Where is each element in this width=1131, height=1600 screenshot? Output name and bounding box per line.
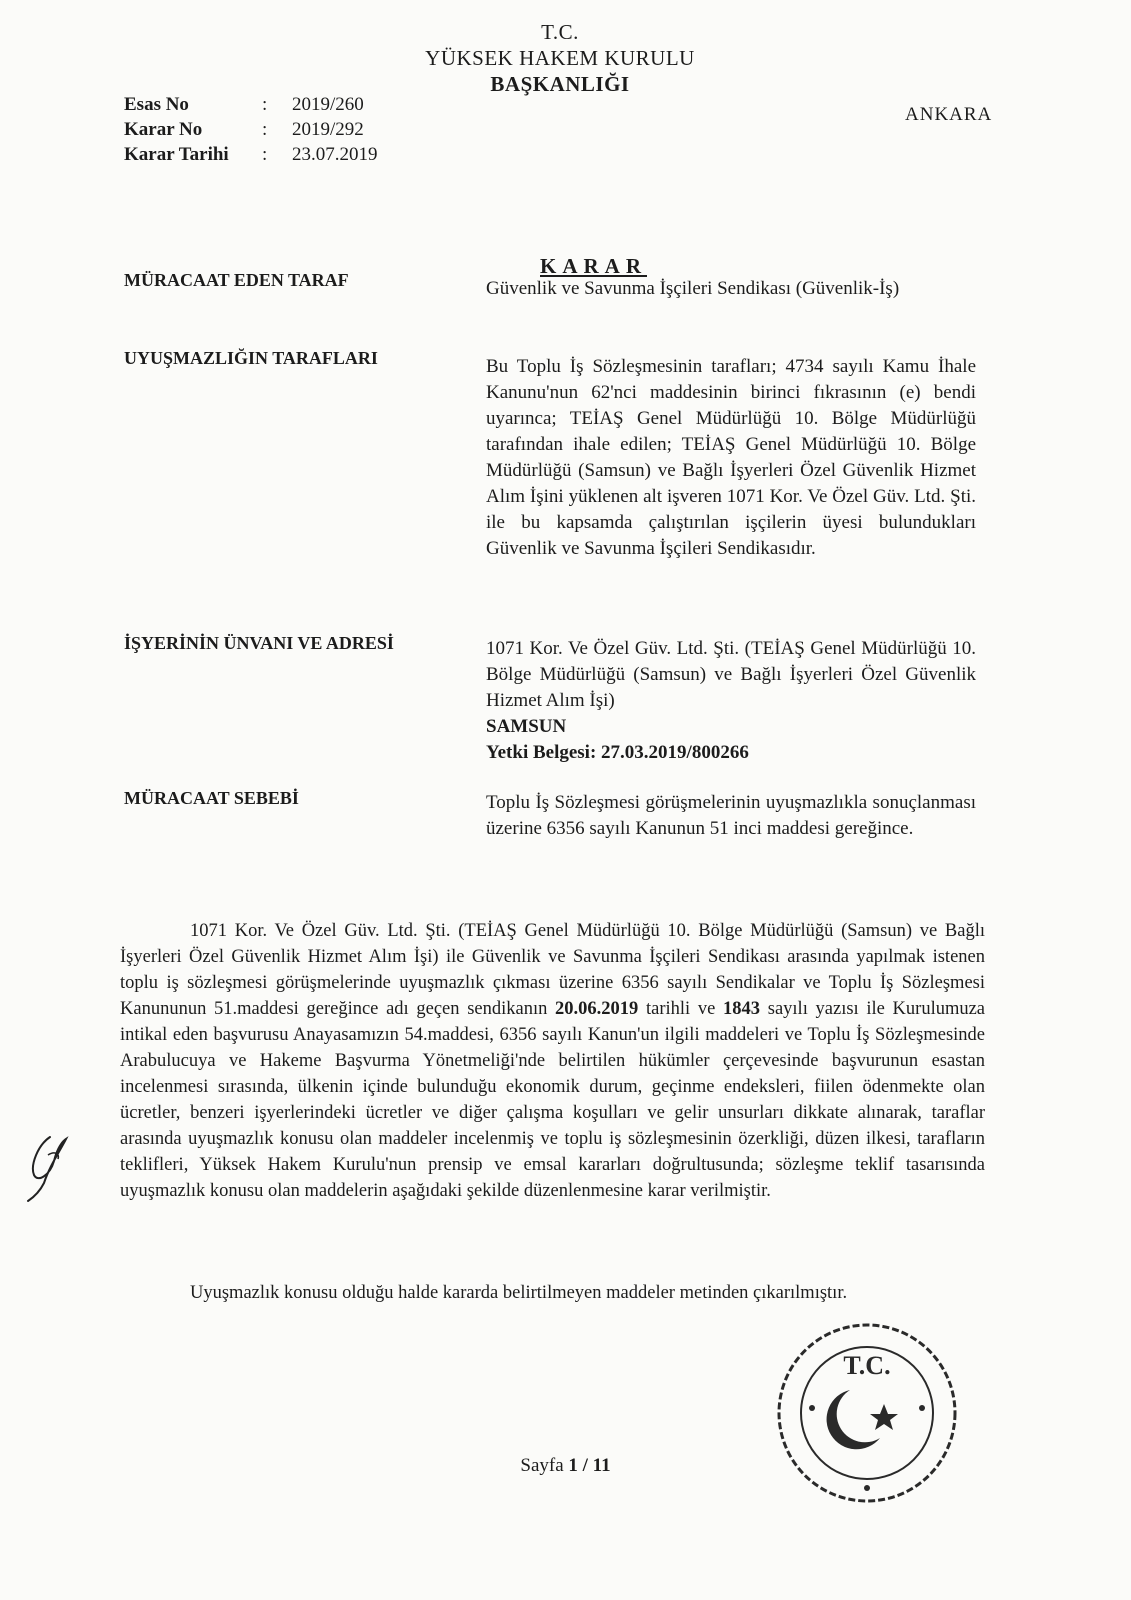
applicant-label: MÜRACAAT EDEN TARAF xyxy=(124,270,349,290)
header-country: T.C. xyxy=(541,20,579,44)
page-current: 1 xyxy=(568,1455,578,1476)
body-paragraph-1 xyxy=(120,918,985,1204)
workplace-city: SAMSUN xyxy=(486,716,567,737)
meta-row-tarih xyxy=(124,142,378,167)
parties-label: UYUŞMAZLIĞIN TARAFLARI xyxy=(124,348,378,368)
page-total: 11 xyxy=(592,1455,611,1476)
meta-row-karar xyxy=(124,117,378,142)
meta-label: Esas No xyxy=(124,94,189,115)
meta-colon: : xyxy=(262,94,268,115)
page-separator: / xyxy=(582,1455,588,1476)
workplace-value: 1071 Kor. Ve Özel Güv. Ltd. Şti. (TEİAŞ Genel Müdürlüğü 10. Bölge Müdürlüğü (Samsun) ve Bağlı İşyerleri Özel Güvenlik Hizmet Alım İşi) xyxy=(486,638,976,711)
body-text: sayılı yazısı ile Kurulumuza intikal eden başvurusu Anayasamızın 54.maddesi, 6356 sayılı Kanun'un ilgili maddeleri ve Toplu İş Sözleşmesinde Arabulucuya ve Hakeme Başvurma Yönetmeliği'nde belirtilen hükümler çerçevesinde başvurunun esastan incelenmesi sırasında, ülkenin içinde bulunduğu ekonomik durum, geçinme endeksleri, fiilen ödenmekte olan ücretler, benzeri işyerlerindeki ücretler ve diğer çalışma koşulları ve gelir unsurları dikkate alınarak, taraflar arasında uyuşmazlık konusu olan maddeler incelenmiş ve toplu iş sözleşmesinin özerkliği, düzen ilkesi, tarafların teklifleri, Yüksek Hakem Kurulu'nun prensip ve emsal kararları doğrultusunda; sözleşme teklif tasarısında uyuşmazlık konusu olan maddelerin aşağıdaki şekilde düzenlenmesine karar verilmiştir. xyxy=(120,999,986,1201)
reason-value: Toplu İş Sözleşmesi görüşmelerinin uyuşmazlıkla sonuçlanması üzerine 6356 sayılı Kanunun 51 inci maddesi gereğince. xyxy=(486,792,976,839)
official-stamp xyxy=(772,1318,962,1508)
city-label: ANKARA xyxy=(905,104,993,125)
meta-value: 23.07.2019 xyxy=(292,144,378,165)
header-department: BAŞKANLIĞI xyxy=(490,72,630,96)
applicant-value: Güvenlik ve Savunma İşçileri Sendikası (Güvenlik-İş) xyxy=(486,278,900,299)
reason-label: MÜRACAAT SEBEBİ xyxy=(124,788,299,808)
header-institution: YÜKSEK HAKEM KURULU xyxy=(425,46,695,70)
case-meta xyxy=(124,92,378,167)
page-footer xyxy=(0,1455,1131,1477)
svg-text:T.C.: T.C. xyxy=(843,1351,891,1380)
workplace-block xyxy=(486,636,976,766)
body-paragraph-2: Uyuşmazlık konusu olduğu halde kararda belirtilmeyen maddeler metinden çıkarılmıştır. xyxy=(190,1283,848,1303)
meta-value: 2019/260 xyxy=(292,94,364,115)
meta-colon: : xyxy=(262,119,268,140)
body-date: 20.06.2019 xyxy=(555,999,639,1019)
body-number: 1843 xyxy=(723,999,761,1019)
handwritten-signature xyxy=(20,1125,80,1205)
workplace-license: Yetki Belgesi: 27.03.2019/800266 xyxy=(486,742,749,763)
body-text: tarihli ve xyxy=(646,999,716,1019)
page-label: Sayfa xyxy=(520,1455,564,1476)
body-text: 1071 Kor. Ve Özel Güv. Ltd. Şti. (TEİAŞ Genel Müdürlüğü 10. Bölge Müdürlüğü (Samsun) ve Bağlı İşyerleri Özel Güvenlik Hizmet Alım İşi) ile Güvenlik ve Savunma İşçileri Sendikası arasında yapılmak istenen toplu iş sözleşmesi görüşmelerinde uyuşmazlık çıkması üzerine 6356 sayılı Sendikalar ve Toplu İş Sözleşmesi Kanununun 51.maddesi gereğince adı geçen sendikanın xyxy=(120,921,985,1019)
meta-value: 2019/292 xyxy=(292,119,364,140)
decision-title: KARAR xyxy=(540,254,647,278)
meta-colon: : xyxy=(262,144,268,165)
parties-value: Bu Toplu İş Sözleşmesinin tarafları; 4734 sayılı Kamu İhale Kanunu'nun 62'nci maddesinin birinci fıkrasının (e) bendi uyarınca; TEİAŞ Genel Müdürlüğü 10. Bölge Müdürlüğü tarafından ihale edilen; TEİAŞ Genel Müdürlüğü 10. Bölge Müdürlüğü (Samsun) ve Bağlı İşyerleri Özel Güvenlik Hizmet Alım İşini yüklenen alt işveren 1071 Kor. Ve Özel Güv. Ltd. Şti. ile bu kapsamda çalıştırılan işçilerin üyesi bulundukları Güvenlik ve Savunma İşçileri Sendikasıdır. xyxy=(486,356,976,559)
meta-row-esas xyxy=(124,92,378,117)
meta-label: Karar Tarihi xyxy=(124,144,229,165)
workplace-label: İŞYERİNİN ÜNVANI VE ADRESİ xyxy=(124,633,394,653)
meta-label: Karar No xyxy=(124,119,203,140)
